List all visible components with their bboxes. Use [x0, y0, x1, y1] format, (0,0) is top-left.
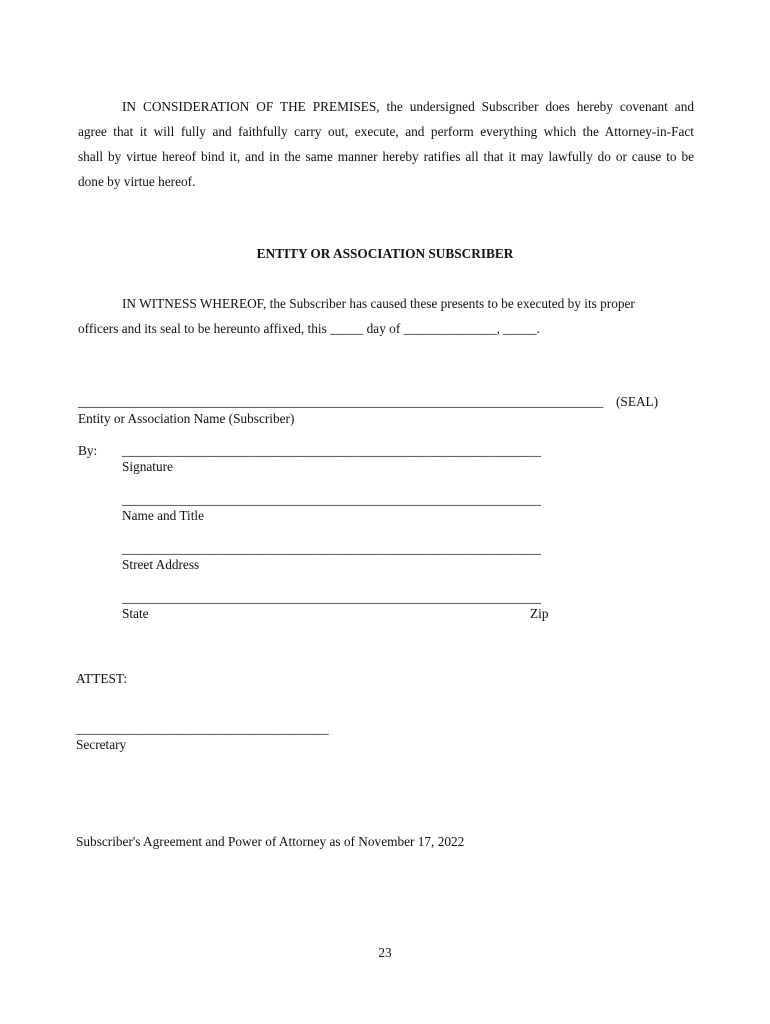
name-title-label: Name and Title [122, 508, 204, 523]
by-label: By: [78, 443, 98, 458]
secretary-label: Secretary [76, 737, 127, 752]
zip-label: Zip [530, 606, 549, 621]
state-zip-blank[interactable]: _______________________________________________________________ [122, 590, 541, 605]
attest-label: ATTEST: [76, 671, 128, 686]
street-address-label: Street Address [122, 557, 200, 572]
street-address-blank[interactable]: _______________________________________________________________ [122, 541, 541, 556]
agreement-footer: Subscriber's Agreement and Power of Attorney as of November 17, 2022 [76, 834, 465, 849]
paragraph-line: agree that it will fully and faithfully carry out, execute, and perform everything which the Attorney-in-Fact [78, 124, 694, 139]
entity-name-label: Entity or Association Name (Subscriber) [78, 411, 295, 426]
witness-line-2: officers and its seal to be hereunto affixed, this _____ day of ______________, _____. [78, 321, 540, 336]
section-heading: ENTITY OR ASSOCIATION SUBSCRIBER [256, 246, 514, 261]
paragraph-line: shall by virtue hereof bind it, and in the same manner hereby ratifies all that it may lawfully do or cause to be [78, 149, 694, 164]
state-label: State [122, 606, 149, 621]
name-title-blank[interactable]: _______________________________________________________________ [122, 492, 541, 507]
signature-blank[interactable]: _______________________________________________________________ [122, 443, 541, 458]
entity-name-blank[interactable]: _______________________________________________________________________________ [78, 394, 604, 409]
paragraph-line: done by virtue hereof. [78, 174, 196, 189]
paragraph-line: IN CONSIDERATION OF THE PREMISES, the undersigned Subscriber does hereby covenant and [122, 99, 694, 114]
page-number: 23 [378, 945, 392, 960]
secretary-blank[interactable]: ______________________________________ [76, 721, 329, 736]
signature-label: Signature [122, 459, 173, 474]
seal-label: (SEAL) [616, 394, 659, 409]
witness-line-1: IN WITNESS WHEREOF, the Subscriber has caused these presents to be executed by its proper [122, 296, 635, 311]
